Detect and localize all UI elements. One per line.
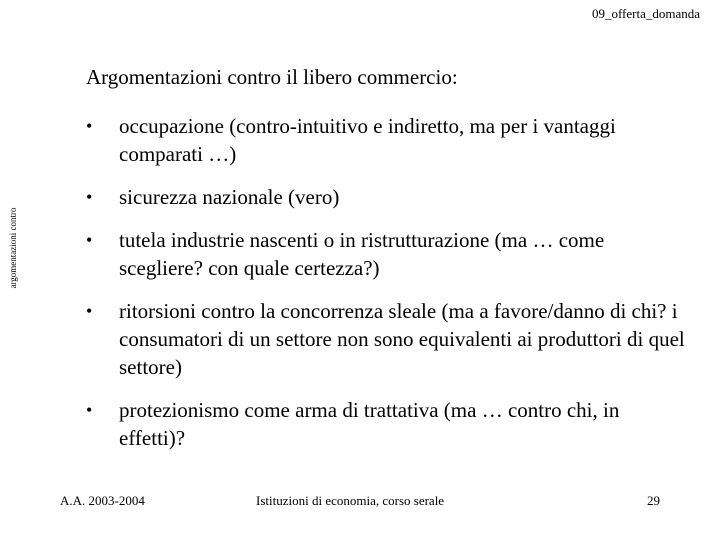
- bullet-text: occupazione (contro-intuitivo e indiretto, ma per i vantaggi comparati …): [119, 114, 616, 166]
- footer-academic-year: A.A. 2003-2004: [60, 493, 145, 508]
- bullet-dot-icon: •: [86, 301, 93, 321]
- bullet-text: ritorsioni contro la concorrenza sleale (ma a favore/danno di chi? i consumatori di un settore non sono equivalenti ai produttori di quel settore): [119, 299, 685, 379]
- page-number: 29: [647, 493, 660, 508]
- bullet-text: protezionismo come arma di trattativa (ma … contro chi, in effetti)?: [119, 398, 620, 450]
- bullet-item-tutela: [86, 226, 686, 282]
- bullet-text: tutela industrie nascenti o in ristrutturazione (ma … come scegliere? con quale certezza?): [119, 228, 605, 280]
- bullet-dot-icon: •: [86, 187, 93, 207]
- bullet-text: sicurezza nazionale (vero): [119, 185, 340, 209]
- bullet-dot-icon: •: [86, 116, 93, 136]
- document-title: 09_offerta_domanda: [591, 6, 700, 21]
- slide-heading: Argomentazioni contro il libero commercio:: [86, 65, 458, 89]
- footer-course-name: Istituzioni di economia, corso serale: [256, 493, 445, 508]
- vertical-section-label: argomentazioni contro: [8, 207, 18, 289]
- bullet-item-occupazione: [86, 112, 686, 168]
- bullet-list: [86, 112, 686, 467]
- bullet-item-protezionismo: [86, 396, 686, 452]
- bullet-item-ritorsioni: [86, 297, 686, 381]
- bullet-dot-icon: •: [86, 230, 93, 250]
- bullet-item-sicurezza: [86, 183, 686, 211]
- bullet-dot-icon: •: [86, 400, 93, 420]
